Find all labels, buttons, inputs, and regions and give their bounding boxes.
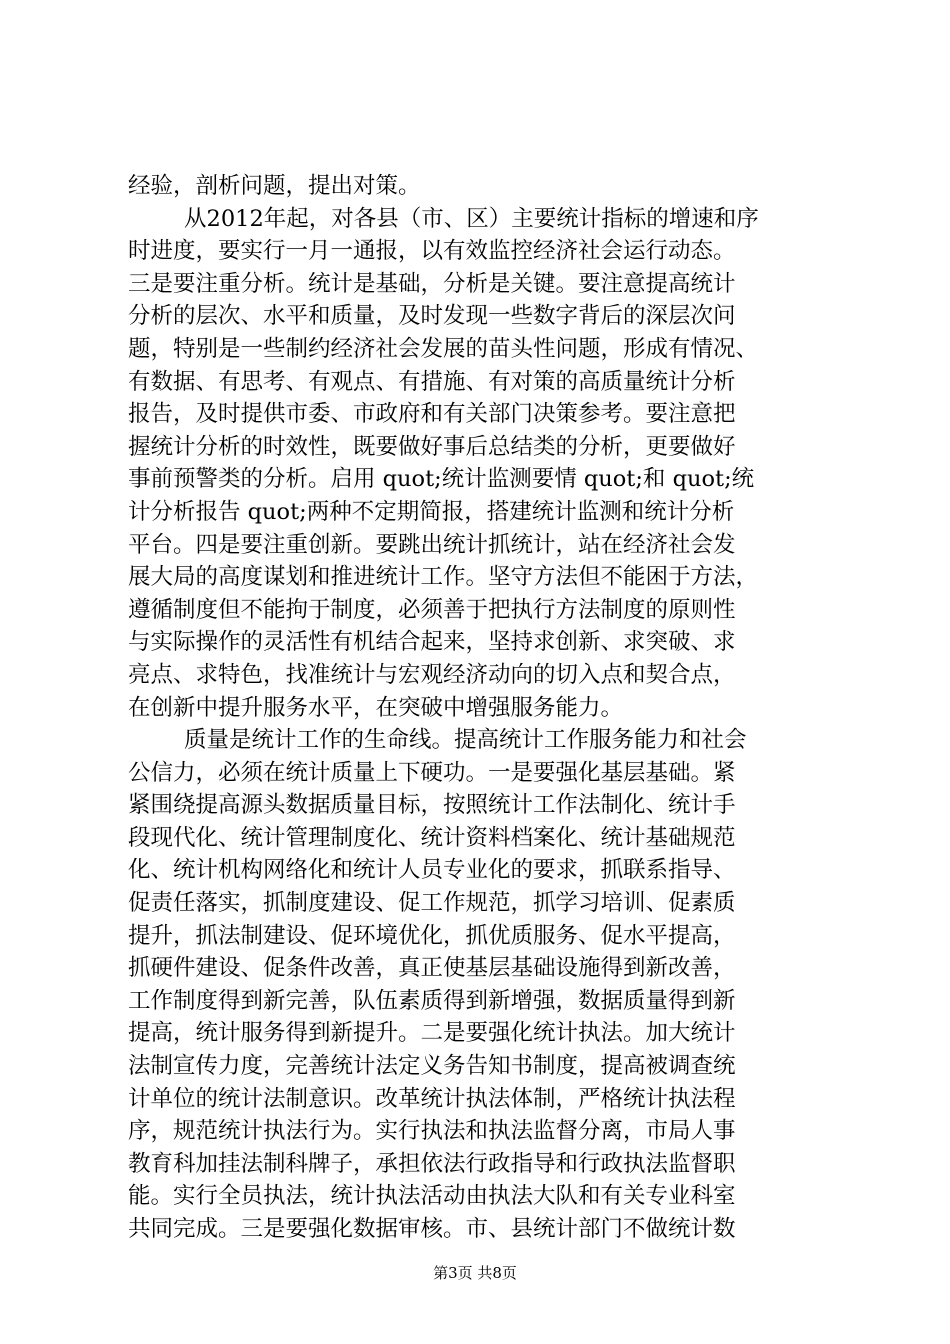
text-line: 经验，剖析问题，提出对策。 [128,173,421,199]
text-line: 紧围绕提高源头数据质量目标，按照统计工作法制化、统计手 [128,792,736,819]
text-line: 工作制度得到新完善，队伍素质得到新增强，数据质量得到新 [128,987,736,1014]
text-line: 提升，抓法制建设、促环境优化，抓优质服务、促水平提高， [128,922,736,949]
text-line: 有数据、有思考、有观点、有措施、有对策的高质量统计分析 [128,368,736,395]
text-line: 从2012年起，对各县（市、区）主要统计指标的增速和序 [184,205,759,232]
text-line: 促责任落实，抓制度建设、促工作规范，抓学习培训、促素质 [128,890,736,917]
text-line: 质量是统计工作的生命线。提高统计工作服务能力和社会 [184,727,747,754]
text-line: 分析的层次、水平和质量，及时发现一些数字背后的深层次问 [128,303,736,330]
text-line: 段现代化、统计管理制度化、统计资料档案化、统计基础规范 [128,824,736,851]
text-line: 时进度，要实行一月一通报，以有效监控经济社会运行动态。 [128,238,736,265]
text-line: 计分析报告 quot;两种不定期简报，搭建统计监测和统计分析 [128,498,735,525]
text-line: 能。实行全员执法，统计执法活动由执法大队和有关专业科室 [128,1183,736,1210]
text-line: 题，特别是一些制约经济社会发展的苗头性问题，形成有情况、 [128,335,759,362]
text-line: 公信力，必须在统计质量上下硬功。一是要强化基层基础。紧 [128,759,736,786]
text-line: 遵循制度但不能拘于制度，必须善于把执行方法制度的原则性 [128,596,736,623]
text-line: 展大局的高度谋划和推进统计工作。坚守方法但不能困于方法， [128,564,759,591]
text-line: 报告，及时提供市委、市政府和有关部门决策参考。要注意把 [128,401,736,428]
text-line: 在创新中提升服务水平，在突破中增强服务能力。 [128,694,624,721]
text-line: 提高，统计服务得到新提升。二是要强化统计执法。加大统计 [128,1020,736,1047]
text-line: 与实际操作的灵活性有机结合起来，坚持求创新、求突破、求 [128,629,736,656]
text-line: 三是要注重分析。统计是基础，分析是关键。要注意提高统计 [128,270,736,297]
text-line: 握统计分析的时效性，既要做好事后总结类的分析，更要做好 [128,433,736,460]
text-line: 教育科加挂法制科牌子，承担依法行政指导和行政执法监督职 [128,1150,736,1177]
text-line: 平台。四是要注重创新。要跳出统计抓统计，站在经济社会发 [128,531,736,558]
text-line: 计单位的统计法制意识。改革统计执法体制，严格统计执法程 [128,1085,736,1112]
text-line: 抓硬件建设、促条件改善，真正使基层基础设施得到新改善， [128,955,736,982]
page-footer: 第3页 共8页 [433,1264,517,1282]
body-text [128,170,828,1246]
text-line: 事前预警类的分析。启用 quot;统计监测要情 quot;和 quot;统 [128,466,755,493]
text-line: 法制宣传力度，完善统计法定义务告知书制度，提高被调查统 [128,1053,736,1080]
text-line: 化、统计机构网络化和统计人员专业化的要求，抓联系指导、 [128,857,736,884]
text-line: 共同完成。三是要强化数据审核。市、县统计部门不做统计数 [128,1216,736,1242]
text-line: 序，规范统计执法行为。实行执法和执法监督分离，市局人事 [128,1118,736,1145]
text-line: 亮点、求特色，找准统计与宏观经济动向的切入点和契合点， [128,661,736,688]
